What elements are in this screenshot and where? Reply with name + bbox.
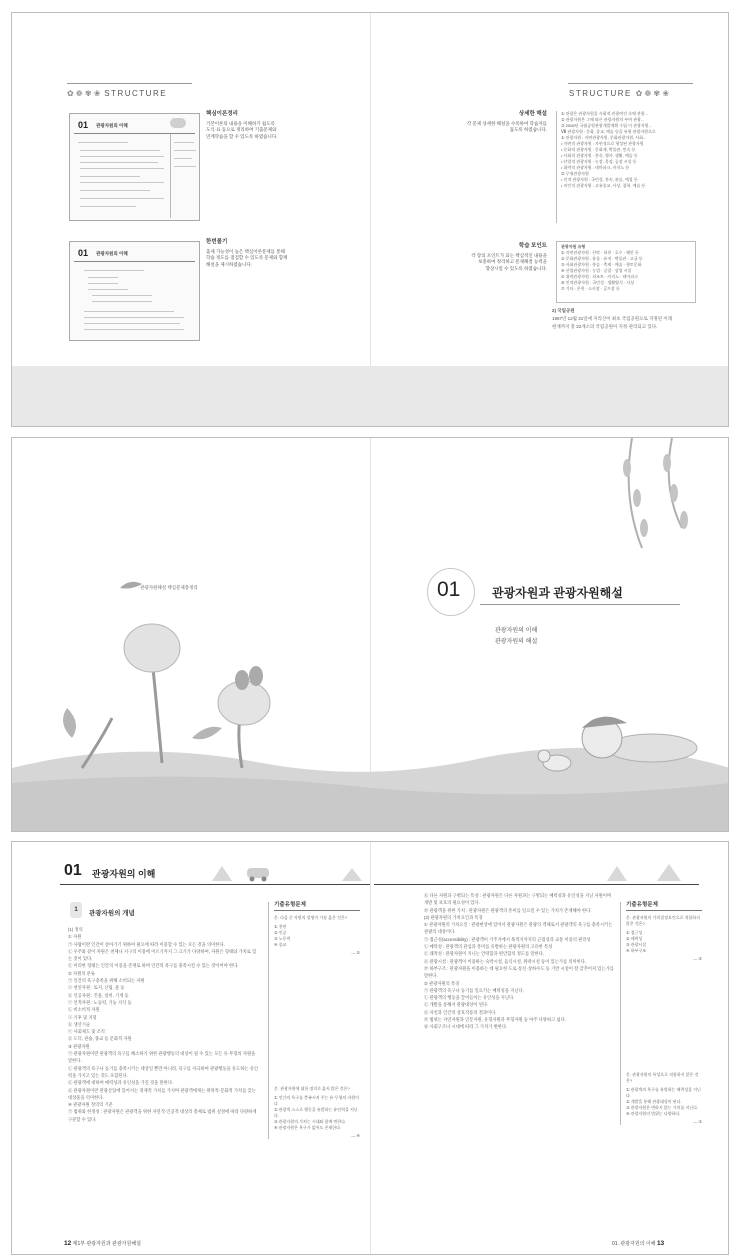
text-line: ㉠ 관광객의 욕구나 동기를 일으키는 매력성을 지닌다.: [424, 987, 524, 993]
footer-band: [12, 366, 728, 426]
thumb-chapter-num: 01: [78, 248, 89, 258]
callout-heading: 한번볼기: [206, 239, 228, 245]
text-line: ㉤ 관광객을 위한 가치 : 관광자원은 관광객의 흥미를 일으킬 수 있는 가치가 존재해야 한다.: [424, 907, 592, 913]
text-line: ㉥ 사회구조나 시대에 따라 그 가치가 변한다.: [424, 1024, 508, 1030]
thumb-chapter-title: 관광자원의 이해: [96, 251, 128, 256]
section-badge: 1: [70, 902, 82, 918]
callout-line: 연계학습을 할 수 있도록 하였습니다.: [206, 133, 278, 139]
thumb-line: [92, 295, 152, 296]
tip-note: [552, 307, 702, 331]
structure-rule-right: [568, 83, 693, 84]
sidebar-option: ④ 관광자원의 범위는 다양하다.: [626, 1111, 681, 1116]
callout-heading: 학습 포인트: [518, 243, 547, 249]
text-line: • 자연적 관광자원 : 자연적으로 형성된 관광자원: [561, 141, 644, 146]
thumb-line: [88, 289, 128, 290]
thumb-line: [84, 317, 184, 318]
section-title: 관광자원의 개념: [89, 910, 135, 917]
sidebar-option: ② 매력성: [626, 936, 643, 941]
callout-line: 돕도록 하였습니다.: [509, 127, 547, 132]
thumb-chapter-num: 01: [78, 120, 89, 130]
text-line: 현재까지 총 22개소의 국립공원이 지정·관리되고 있다.: [552, 324, 658, 329]
sidebar-option: ② 개발을 통해 관광대상이 된다.: [626, 1099, 682, 1104]
text-line: ㉣ 관광시설 : 관광객이 이용하는 숙박시설, 음식시설, 위락시설 등이 있는가를 의미한다.: [424, 958, 587, 964]
callout-review: [206, 239, 316, 268]
text-line: ㉢ 개발을 통해서 관광대상이 된다.: [424, 1002, 489, 1008]
running-caption: 관광자원해설 핵심문제총정리: [140, 585, 198, 590]
right-body-text: [424, 892, 616, 1222]
sidebar-option: ① 접근성: [626, 930, 643, 935]
text-line: ㉠ 인간의 욕구충족을 위해 소비되는 자원: [68, 978, 145, 984]
text-line: ⓐ 천연자원 : 토지, 산림, 물 등: [68, 985, 125, 991]
text-line: ① 자원: [68, 934, 82, 940]
text-line: ③ 사회관광자원 : 풍습 · 축제 · 예술 · 향토문화: [561, 262, 642, 267]
text-line: ㉠ 관광자원이란 관광객의 욕구를 해소하기 위한 관광행동의 대상이 될 수 있는 모든 유·무형의 자원을 말한다.: [68, 1051, 256, 1064]
chapter-title: 관광자원과 관광자원해설: [492, 586, 623, 600]
right-folio: [612, 1240, 664, 1247]
callout-line: 출제 가능성이 높은 핵심이론문제를 통해: [206, 248, 285, 254]
sidebar-heading: 기출유형문제: [274, 902, 360, 911]
sidebar-question: 문. 관광자원의 가치결정요인으로 적합하지 않은 것은?: [626, 915, 700, 926]
sidebar-answer: — ③: [693, 1119, 702, 1124]
sidebar-option: ④ 하부구조: [626, 948, 647, 953]
callout-heading: 핵심이론정리: [206, 111, 238, 117]
structure-header-right: [569, 89, 669, 98]
header-illustration-right: [597, 856, 697, 886]
text-line: ③ 2008년 국립공원관광개발계획 수립 이 관광자원...: [561, 123, 652, 128]
page-number: 12: [64, 1240, 72, 1247]
text-line: ㉤ 하부구조 : 관광자원을 이용하는 데 필요한 도로·통신·상하수도 등 기반 시설이 잘 갖추어져 있는가를 말한다.: [424, 965, 614, 979]
text-line: 1967년 12월 31일에 지리산이 최초 국립공원으로 지정된 이래: [552, 316, 673, 321]
text-line: ② 무형관광자원: [561, 171, 589, 176]
text-line: ㉢ 쾌적성 : 관광자원이 지니는 안락함과 편안함의 정도를 말한다.: [424, 951, 545, 957]
callout-tip: [442, 243, 547, 272]
text-line: ⓒ 사회제도 및 조직: [68, 1029, 105, 1035]
chapter-title: 관광자원의 이해: [92, 869, 156, 879]
chapter-number: 01: [64, 862, 82, 879]
text-line: ㉣ 관광자원이란 관광산업에 있어서는 경제적 가치를 가지며 관광객에게는 위락적·문화적 가치를 갖는 대상물을 의미한다.: [68, 1087, 256, 1100]
sidebar-spacer: [274, 956, 360, 1086]
thumb-line: [80, 168, 164, 169]
thumb-line: [84, 329, 184, 330]
structure-label-left: STRUCTURE: [104, 89, 168, 98]
subtopic-item: 관광자원의 이해: [495, 628, 538, 634]
thumb-line: [80, 182, 164, 183]
sidebar-option: ④ 관광자원은 욕구가 없어도 존재한다.: [274, 1125, 342, 1130]
folio-text: 제1부 관광자원과 관광자원해설: [72, 1241, 141, 1247]
sidebar-answer: — ④: [351, 1133, 360, 1138]
sidebar-option: ② 인공: [274, 930, 287, 935]
text-line: ⓓ 도덕, 관습, 종교 등 문화적 자원: [68, 1036, 132, 1042]
text-line: ⓑ 생산기술: [68, 1021, 91, 1027]
callout-core-theory: [206, 111, 306, 140]
text-line: (2) 관광자원의 가치요인과 특징: [424, 914, 483, 920]
text-line: ㉣ 다른 자원과 구별되는 특성 : 관광자원은 다른 자원과는 구별되는 매력성과 유인성을 지닌 자원이며 개발 및 보호의 필요성이 있다.: [424, 893, 612, 906]
text-line: ㉡ 비소비적 자원: [68, 1007, 100, 1013]
thumb-line: [92, 301, 152, 302]
sidebar-spacer: [626, 962, 702, 1072]
text-line: ㉣ 자연과 인간의 상호작용의 결과이다.: [424, 1009, 497, 1015]
thumb-line: [80, 156, 164, 157]
text-line: ㉢ 이러한 형태는 인간의 이용을 존재로 하며 인간의 욕구를 충족시킬 수 있는 것이어야 한다.: [68, 963, 239, 969]
chapter-opener-spread: [11, 437, 729, 832]
chapter-number: 01: [437, 578, 461, 601]
content-spread: [11, 841, 729, 1255]
thumb-line: [84, 311, 174, 312]
thumb-line: [80, 150, 160, 151]
header-illustration: [202, 856, 402, 886]
thumb-line: [174, 166, 196, 167]
text-line: ⑦ 기타 : 온천 · 스키장 · 골프장 등: [561, 286, 620, 291]
thumb-line: [84, 270, 144, 271]
text-line: ㉠ 접근성(accessibility) : 관광객이 거주지에서 목적지까지의 근접성과 교통 이용의 편리성: [424, 936, 591, 942]
thumb-line: [88, 277, 118, 278]
note-heading: 2) 국립공원: [552, 308, 575, 313]
callout-line: 도식·표 등으로 정리하여 기출문제와: [206, 127, 277, 132]
sidebar-answer: — ③: [693, 956, 702, 961]
text-line: ㉠ 범위와 한정성 : 관광자원은 관광객을 위한 자연적·인공적 대상의 총체로 범위 설정에 따라 다양하게 구분할 수 있다.: [68, 1109, 257, 1122]
structure-header-left: [67, 89, 167, 98]
left-folio: [64, 1240, 141, 1247]
sidebar-option: ① 인간의 욕구를 충족시켜 주는 유·무형의 자원이다.: [274, 1095, 360, 1106]
sample-page-thumbnail: [69, 113, 200, 221]
sidebar-option: ④ 종교: [274, 942, 287, 947]
callout-line: 해설을 제시하였습니다.: [206, 261, 252, 267]
text-line: ② 자원의 분류: [68, 970, 95, 976]
text-line: ㉠ 사람이란 인간이 살아가기 위하여 필요에 따라 이용할 수 있는 모든 것을 의미한다.: [68, 941, 225, 947]
text-line: ② 문화관광자원 : 유물 · 유적 · 박물관 · 고궁 등: [561, 256, 643, 261]
thumb-rule: [74, 261, 195, 262]
sidebar-option: ① 천연: [274, 924, 287, 929]
sidebar-answer: — ②: [351, 950, 360, 955]
sidebar-option: ② 관광객 스스로 행동을 유발하는 유인력을 지닌다.: [274, 1107, 358, 1118]
thumb-line: [174, 142, 194, 143]
sidebar-option: ③ 관광자원의 가치는 시대와 함께 변한다.: [274, 1119, 347, 1124]
sidebar-option: ③ 관광시설: [626, 942, 647, 947]
text-line: ㉡ 관광객의 욕구나 동기를 충족시키는 대상일 뿐만 아니라, 욕구를 자극하여 관광행동을 유도하는 유인력을 가지고 있는 것도 포함된다.: [68, 1065, 258, 1078]
thumb-line: [174, 158, 192, 159]
sample-page-thumbnail: [69, 241, 200, 341]
text-line: • 비인적 관광자원 : 고유종교, 사상, 철학, 예술 등: [561, 183, 646, 188]
thumb-line: [88, 283, 118, 284]
text-line: ⑥ 인적관광자원 : 국민성 · 생활양식 · 사상: [561, 280, 635, 285]
sidebar-heading: 기출유형문제: [626, 902, 702, 911]
car-illustration: [170, 118, 186, 128]
text-line: • 위락적 관광자원 : 테마파크, 카지노 등: [561, 165, 630, 170]
text-line: ⓐ 기후 및 지형: [68, 1014, 97, 1020]
page-number: 13: [656, 1240, 665, 1247]
title-rule: [480, 604, 680, 605]
sidebar-option: ③ 관광자원은 변하지 않는 가치를 지닌다.: [626, 1105, 699, 1110]
text-line: ③ 관광자원: [68, 1043, 90, 1049]
structure-rule-left: [67, 83, 192, 84]
callout-line: 보충하여 정리하고 문제해결 능력을: [478, 259, 547, 264]
text-line: ㉡ 우주와 같이 자원은 천체나 지구의 이용에 이르기까지 그 크기가 다양하여, 자원은 형태와 가치로 있는 것이 있다.: [68, 948, 257, 962]
text-line: Ⅷ 관광자원 : 문화, 종교, 예술 등을 유형 관광자원으로: [561, 129, 656, 134]
thumb-line: [84, 323, 180, 324]
thumb-line: [80, 176, 140, 177]
subtopic-item: 관광자원의 해설: [495, 639, 538, 645]
thumb-line: [78, 142, 128, 143]
sidebar-question: 문. 관광자원에 대한 정의로 옳지 않은 것은?: [274, 1086, 350, 1091]
text-line: ㉢ 관광객에 대하여 매력성과 유인성을 가진 것을 말한다.: [68, 1080, 174, 1086]
text-line: ② 관광자원은 그에 따른 관광자원의 부여 관광...: [561, 117, 645, 122]
thumb-line: [80, 206, 136, 207]
thumb-rule: [74, 133, 195, 134]
text-line: ① 관광자원 : 자연관광자원, 문화관광자원, 사회...: [561, 135, 647, 140]
text-line: ① 관광자원의 가치요인 : 관광현상에 있어서 관광자원은 관광의 객체로서 관광객의 욕구를 충족시키는 관광의 대상이다.: [424, 922, 613, 935]
tip-box: [556, 241, 696, 303]
text-line: • 문화적 관광자원 : 문화재, 박물관, 민속 등: [561, 147, 636, 152]
thumb-line: [80, 190, 150, 191]
left-sidebar: [268, 902, 360, 1139]
text-line: (1) 정의: [68, 927, 83, 932]
text-line: ④ 관광자원 정의의 기준: [68, 1102, 113, 1108]
left-body-text: [68, 926, 260, 1226]
text-line: ④ 산업관광자원 : 농업 · 공업 · 상업 시설: [561, 268, 632, 273]
text-line: • 산업적 관광자원 : 농장, 목장, 공장 시설 등: [561, 159, 637, 164]
structure-spread: [11, 12, 729, 427]
text-line: ① 관광은 관광자원을 사회적 관광여건 속에 관광...: [561, 111, 649, 116]
text-line: ② 관광자원의 특징: [424, 980, 460, 986]
text-line: ⓑ 인공자원 : 건물, 설비, 기계 등: [68, 992, 129, 998]
sidebar-option: ① 관광객의 욕구를 유발하는 매력성을 지닌다.: [626, 1087, 701, 1098]
callout-heading: 상세한 해설: [518, 111, 547, 117]
callout-line: 기본이론의 내용을 이해하기 쉽도록: [206, 120, 275, 126]
gutter: [370, 13, 371, 426]
text-line: • 인적 관광자원 : 국민성, 풍속, 관습, 예절 등: [561, 177, 638, 182]
thumb-divider: [170, 134, 171, 218]
callout-line: 각 장의 포인트가 되는 핵심적인 내용을: [471, 252, 547, 258]
text-line: ㉤ 범위는 자연자원과 인문자원, 유형자원과 무형자원 등 아주 다양하고 넓다.: [424, 1017, 566, 1023]
text-line: ㉡ 매력성 : 관광객의 관심과 흥미를 유발하는 관광자원의 고유한 특성: [424, 944, 553, 950]
text-line: ⑤ 위락관광자원 : 리조트 · 카지노 · 테마파크: [561, 274, 638, 279]
folio-text: 01. 관광자원의 이해: [612, 1241, 656, 1247]
text-line: ⓒ 인적자원 : 노동력, 기능 지식 등: [68, 999, 132, 1005]
text-line: ① 자연관광자원 : 산악 · 하천 · 호수 · 해안 등: [561, 250, 639, 255]
callout-detail: [442, 111, 547, 134]
gutter: [370, 842, 371, 1254]
chapter-illustration: [12, 438, 729, 832]
structure-label-right: STRUCTURE: [569, 89, 632, 98]
flower-icon: ✿ ❁ ✾ ❀: [635, 89, 670, 98]
sample-answer-text: [556, 111, 696, 223]
thumb-line: [80, 198, 164, 199]
callout-line: 각 문제 상세한 해설을 수록하여 학습자를: [466, 120, 547, 126]
text-line: • 사회적 관광자원 : 풍속, 행사, 생활, 예술 등: [561, 153, 638, 158]
text-line: 관광자원 유형: [561, 244, 586, 249]
thumb-line: [80, 162, 158, 163]
sidebar-option: ③ 노동력: [274, 936, 291, 941]
thumb-chapter-title: 관광자원의 이해: [96, 123, 128, 128]
thumb-line: [174, 150, 196, 151]
text-line: ㉡ 관광객의 행동을 끌어들이는 유인성을 지닌다.: [424, 995, 515, 1001]
right-sidebar: [620, 902, 702, 1125]
callout-line: 향상시킬 수 있도록 하였습니다.: [485, 265, 547, 271]
callout-line: 학습 정도를 점검할 수 있도록 문제와 함께: [206, 255, 288, 260]
sidebar-question: 문. 관광자원의 특성으로 적합하지 않은 것은?: [626, 1072, 699, 1083]
flower-icon: ✿ ❁ ✾ ❀: [67, 89, 101, 98]
sidebar-question: 문. 다음 중 자원의 설명이 가장 옳은 것은?: [274, 915, 347, 920]
